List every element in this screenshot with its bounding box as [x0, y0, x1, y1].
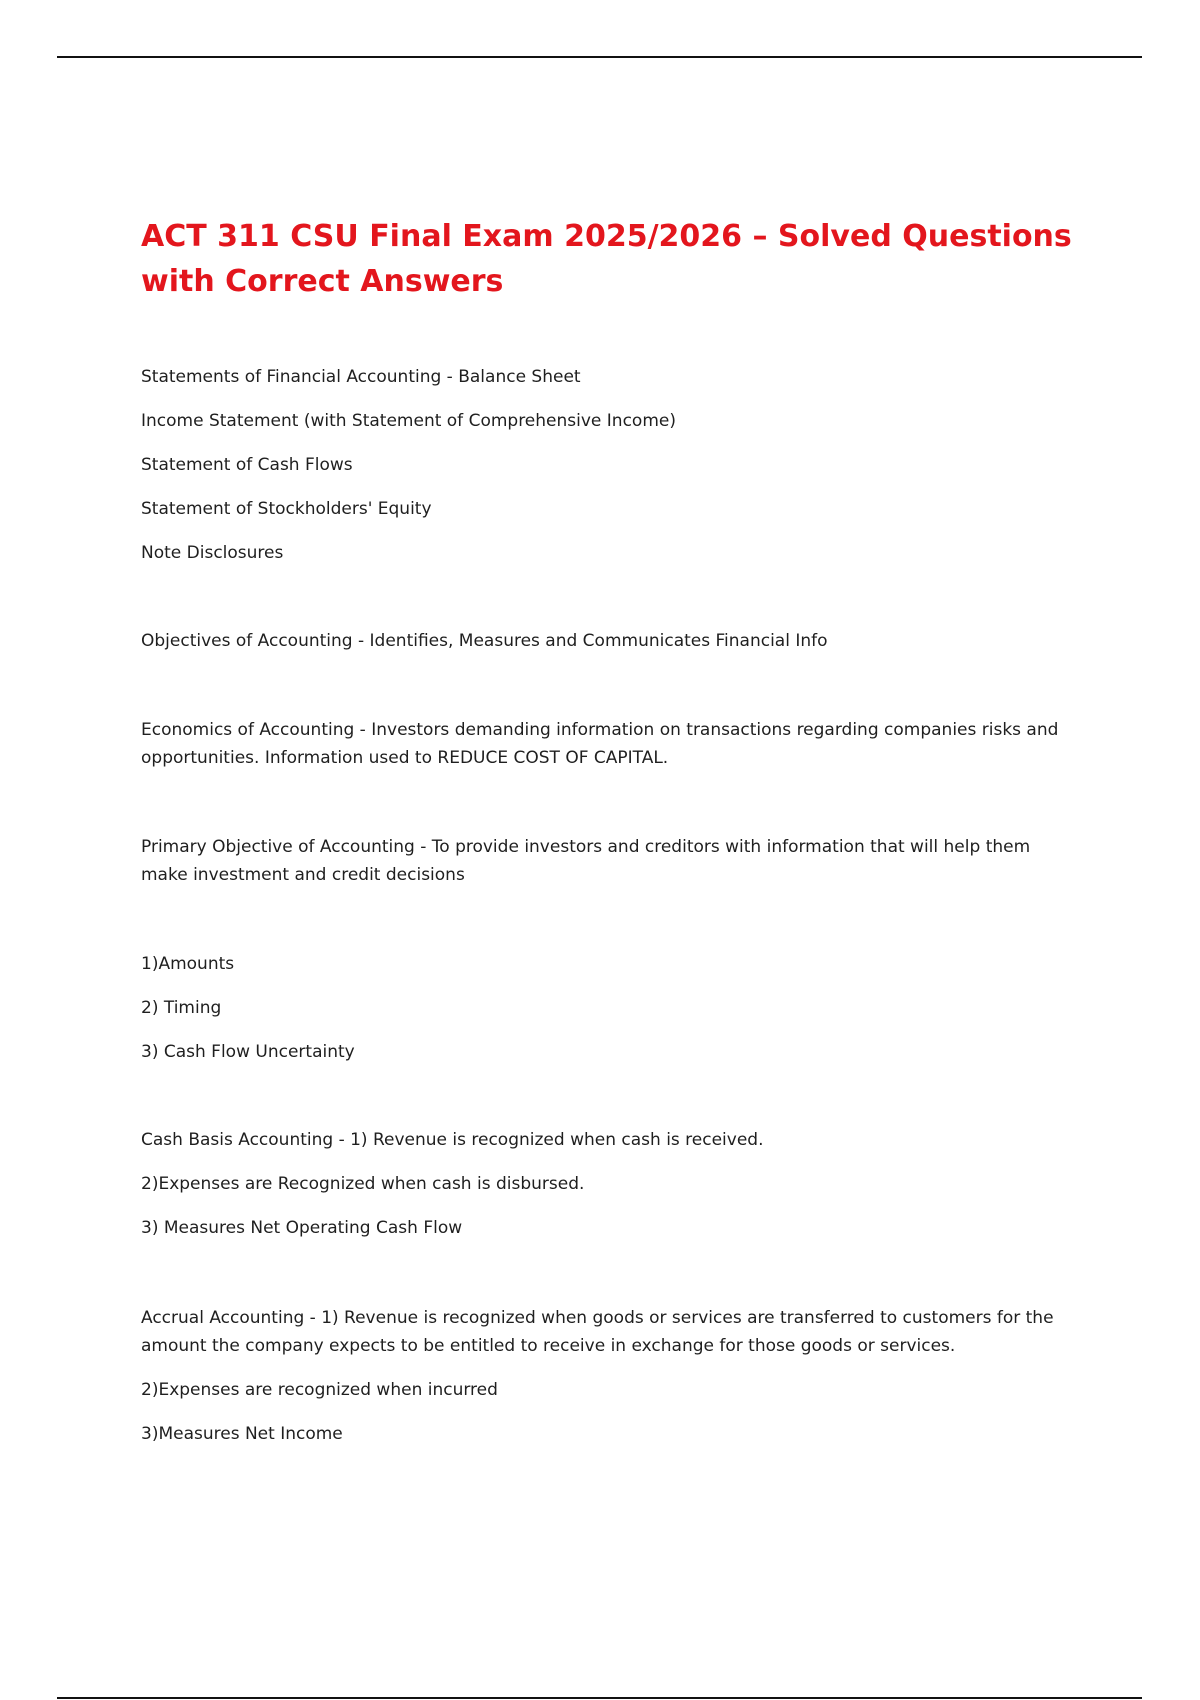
text-line-accrual-expenses: 2)Expenses are recognized when incurred [141, 1380, 498, 1400]
top-rule [57, 56, 1142, 58]
text-line-stockholders-equity: Statement of Stockholders' Equity [141, 499, 432, 519]
text-line-cash-flows: Statement of Cash Flows [141, 455, 353, 475]
text-line-timing: 2) Timing [141, 998, 222, 1018]
text-line-primary-objective: Primary Objective of Accounting - To provide investors and creditors with information that will help them make investment and credit decisions [141, 837, 1031, 885]
text-line-balance-sheet: Statements of Financial Accounting - Balance Sheet [141, 367, 581, 387]
text-line-amounts: 1)Amounts [141, 954, 235, 974]
text-line-accrual: Accrual Accounting - 1) Revenue is recognized when goods or services are transferred to customers for the amount the company expects to be entitled to receive in exchange for those goods or services. [141, 1308, 1054, 1356]
bottom-rule [57, 1697, 1142, 1699]
text-line-cash-basis-measures: 3) Measures Net Operating Cash Flow [141, 1218, 463, 1238]
text-line-accrual-measures: 3)Measures Net Income [141, 1424, 343, 1444]
text-line-cash-basis-expenses: 2)Expenses are Recognized when cash is disbursed. [141, 1174, 585, 1194]
text-line-cash-flow-uncertainty: 3) Cash Flow Uncertainty [141, 1042, 355, 1062]
text-line-cash-basis: Cash Basis Accounting - 1) Revenue is recognized when cash is received. [141, 1130, 764, 1150]
document-title: ACT 311 CSU Final Exam 2025/2026 – Solved Questions with Correct Answers [141, 219, 1072, 299]
text-line-economics: Economics of Accounting - Investors demanding information on transactions regarding companies risks and opportunities. Information used to REDUCE COST OF CAPITAL. [141, 720, 1059, 768]
text-line-objectives: Objectives of Accounting - Identifies, Measures and Communicates Financial Info [141, 631, 828, 651]
text-line-note-disclosures: Note Disclosures [141, 543, 284, 563]
text-line-income-statement: Income Statement (with Statement of Comprehensive Income) [141, 411, 676, 431]
